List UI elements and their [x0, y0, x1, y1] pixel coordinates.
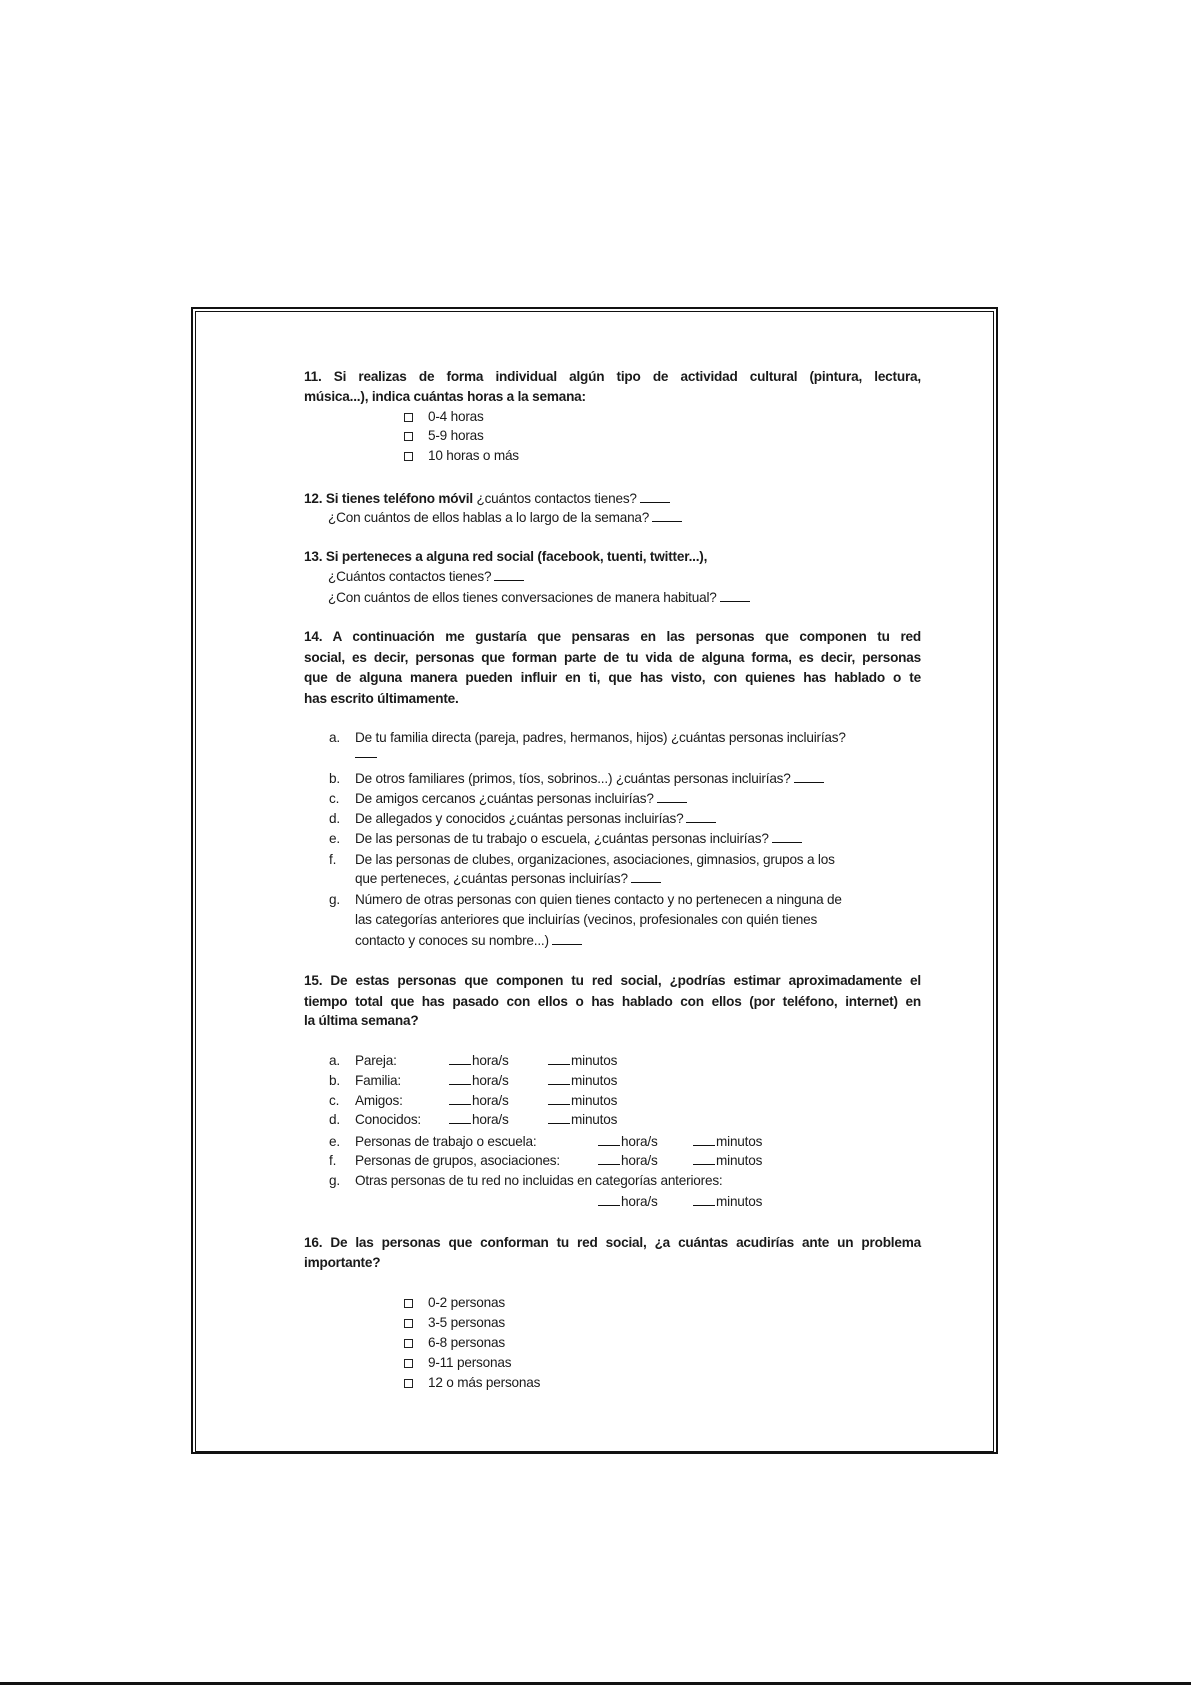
q14-item-text: De las personas de clubes, organizaciones, asociaciones, gimnasios, grupos a los [355, 852, 835, 867]
checkbox[interactable] [404, 1339, 413, 1348]
answer-blank[interactable] [548, 1092, 570, 1105]
answer-blank[interactable] [686, 810, 716, 823]
q12-line [328, 509, 682, 527]
answer-blank[interactable] [449, 1052, 471, 1065]
q15-item-label: Conocidos: [355, 1112, 422, 1127]
q11-text-line: música...), indica cuántas horas a la semana: [304, 389, 586, 404]
checkbox[interactable] [404, 1359, 413, 1368]
minutes-field[interactable] [548, 1072, 617, 1090]
q14-item-line [355, 790, 687, 808]
q14-item-text: contacto y conoces su nombre...) [355, 933, 549, 948]
answer-blank[interactable] [449, 1092, 471, 1105]
q12-line [304, 490, 670, 508]
hours-field[interactable] [449, 1072, 509, 1090]
q14-item-text: las categorías anteriores que incluirías (vecinos, profesionales con quién tienes [355, 912, 818, 927]
q14-item-text: De tu familia directa (pareja, padres, hermanos, hijos) ¿cuántas personas incluirías? [355, 730, 846, 745]
q14-item-text: De allegados y conocidos ¿cuántas personas incluirías? [355, 811, 684, 826]
q14-item-text: De amigos cercanos ¿cuántas personas incluirías? [355, 791, 654, 806]
q15-text-line: 15. De estas personas que componen tu red social, ¿podrías estimar aproximadamente el [304, 973, 921, 988]
q12-title: 12. Si tienes teléfono móvil [304, 491, 473, 506]
q14-item-text: que perteneces, ¿cuántas personas incluirías? [355, 871, 628, 886]
hours-field[interactable] [598, 1133, 658, 1151]
checkbox[interactable] [404, 1379, 413, 1388]
q12-question: ¿cuántos contactos tienes? [476, 491, 637, 506]
q11-option: 5-9 horas [428, 428, 484, 443]
answer-blank[interactable] [693, 1133, 715, 1146]
answer-blank[interactable] [693, 1152, 715, 1165]
minutes-label: minutos [571, 1053, 618, 1068]
q14-item-letter: b. [329, 771, 340, 786]
answer-blank[interactable] [652, 509, 682, 522]
q11-option: 10 horas o más [428, 448, 519, 463]
answer-blank[interactable] [552, 932, 582, 945]
answer-blank[interactable] [449, 1111, 471, 1124]
q14-item-letter: g. [329, 892, 340, 907]
minutes-label: minutos [716, 1134, 763, 1149]
answer-blank[interactable] [355, 745, 377, 758]
checkbox[interactable] [404, 413, 413, 422]
q15-item-letter: e. [329, 1134, 340, 1149]
q14-item-text: De otros familiares (primos, tíos, sobrinos...) ¿cuántas personas incluirías? [355, 771, 791, 786]
hours-field[interactable] [449, 1111, 509, 1129]
q15-item-label: Personas de grupos, asociaciones: [355, 1153, 560, 1168]
hours-field[interactable] [598, 1193, 658, 1211]
q16-text-line: 16. De las personas que conforman tu red social, ¿a cuántas acudirías ante un problema [304, 1235, 921, 1250]
q16-option: 3-5 personas [428, 1315, 505, 1330]
q14-item-line [355, 770, 824, 788]
minutes-label: minutos [571, 1073, 618, 1088]
q14-text-line: social, es decir, personas que forman parte de tu vida de alguna forma, es decir, personas [304, 650, 921, 665]
q14-item-letter: c. [329, 791, 340, 806]
q13-line [328, 568, 524, 586]
minutes-label: minutos [571, 1112, 618, 1127]
q14-item-letter: e. [329, 831, 340, 846]
hours-label: hora/s [621, 1153, 658, 1168]
q15-text-line: la última semana? [304, 1013, 419, 1028]
q13-question: ¿Cuántos contactos tienes? [328, 569, 492, 584]
q11-option: 0-4 horas [428, 409, 484, 424]
minutes-field[interactable] [548, 1092, 617, 1110]
q14-item-text: Número de otras personas con quien tienes contacto y no pertenecen a ninguna de [355, 892, 842, 907]
q13-title: 13. Si perteneces a alguna red social (facebook, tuenti, twitter...), [304, 549, 708, 564]
q14-item-letter: a. [329, 730, 340, 745]
hours-label: hora/s [472, 1073, 509, 1088]
hours-field[interactable] [598, 1152, 658, 1170]
answer-blank[interactable] [693, 1193, 715, 1206]
answer-blank[interactable] [720, 589, 750, 602]
q15-item-label: Amigos: [355, 1093, 403, 1108]
checkbox[interactable] [404, 432, 413, 441]
q16-text-line: importante? [304, 1255, 381, 1270]
answer-blank[interactable] [794, 770, 824, 783]
q16-option: 0-2 personas [428, 1295, 505, 1310]
q14-item-letter: f. [329, 852, 337, 867]
hours-label: hora/s [621, 1194, 658, 1209]
minutes-label: minutos [716, 1194, 763, 1209]
q16-option: 6-8 personas [428, 1335, 505, 1350]
answer-blank[interactable] [598, 1152, 620, 1165]
q14-item-line [355, 932, 582, 950]
minutes-field[interactable] [693, 1133, 762, 1151]
answer-blank[interactable] [598, 1193, 620, 1206]
q15-item-letter: g. [329, 1173, 340, 1188]
q15-item-label: Familia: [355, 1073, 401, 1088]
answer-blank[interactable] [449, 1072, 471, 1085]
minutes-field[interactable] [548, 1052, 617, 1070]
q14-item-line [355, 810, 716, 828]
q14-item-line [355, 870, 661, 888]
answer-blank[interactable] [598, 1133, 620, 1146]
minutes-field[interactable] [548, 1111, 617, 1129]
q15-item-label: Personas de trabajo o escuela: [355, 1134, 537, 1149]
hours-label: hora/s [472, 1093, 509, 1108]
q14-item-line [355, 830, 802, 848]
answer-blank[interactable] [657, 790, 687, 803]
answer-blank[interactable] [631, 870, 661, 883]
minutes-label: minutos [716, 1153, 763, 1168]
q14-text-line: que de alguna manera pueden influir en ti, que has visto, con quienes has hablado o te [304, 670, 921, 685]
minutes-field[interactable] [693, 1193, 762, 1211]
hours-field[interactable] [449, 1052, 509, 1070]
hours-label: hora/s [472, 1053, 509, 1068]
checkbox[interactable] [404, 1299, 413, 1308]
q16-option: 12 o más personas [428, 1375, 541, 1390]
q15-item-letter: a. [329, 1053, 340, 1068]
answer-blank[interactable] [494, 568, 524, 581]
q11-text-line: 11. Si realizas de forma individual algún tipo de actividad cultural (pintura, lectura, [304, 369, 921, 384]
minutes-label: minutos [571, 1093, 618, 1108]
hours-field[interactable] [449, 1092, 509, 1110]
q15-item-label: Pareja: [355, 1053, 397, 1068]
answer-blank[interactable] [548, 1052, 570, 1065]
q15-item-letter: b. [329, 1073, 340, 1088]
q14-item-letter: d. [329, 811, 340, 826]
checkbox[interactable] [404, 452, 413, 461]
minutes-field[interactable] [693, 1152, 762, 1170]
answer-blank[interactable] [640, 490, 670, 503]
checkbox[interactable] [404, 1319, 413, 1328]
q14-item-text: De las personas de tu trabajo o escuela, ¿cuántas personas incluirías? [355, 831, 769, 846]
hours-label: hora/s [621, 1134, 658, 1149]
answer-blank[interactable] [548, 1111, 570, 1124]
q15-item-label: Otras personas de tu red no incluidas en categorías anteriores: [355, 1173, 723, 1188]
answer-blank[interactable] [548, 1072, 570, 1085]
q12-question: ¿Con cuántos de ellos hablas a lo largo de la semana? [328, 510, 650, 525]
q14-item-line [355, 745, 378, 763]
q16-option: 9-11 personas [428, 1355, 512, 1370]
hours-label: hora/s [472, 1112, 509, 1127]
q15-item-letter: f. [329, 1153, 337, 1168]
q14-text-line: has escrito últimamente. [304, 691, 459, 706]
q15-item-letter: d. [329, 1112, 340, 1127]
q14-text-line: 14. A continuación me gustaría que pensaras en las personas que componen tu red [304, 629, 921, 644]
q13-question: ¿Con cuántos de ellos tienes conversaciones de manera habitual? [328, 590, 717, 605]
q15-text-line: tiempo total que has pasado con ellos o has hablado con ellos (por teléfono, internet) en [304, 994, 921, 1009]
answer-blank[interactable] [772, 830, 802, 843]
q15-item-letter: c. [329, 1093, 340, 1108]
q13-line [328, 589, 750, 607]
